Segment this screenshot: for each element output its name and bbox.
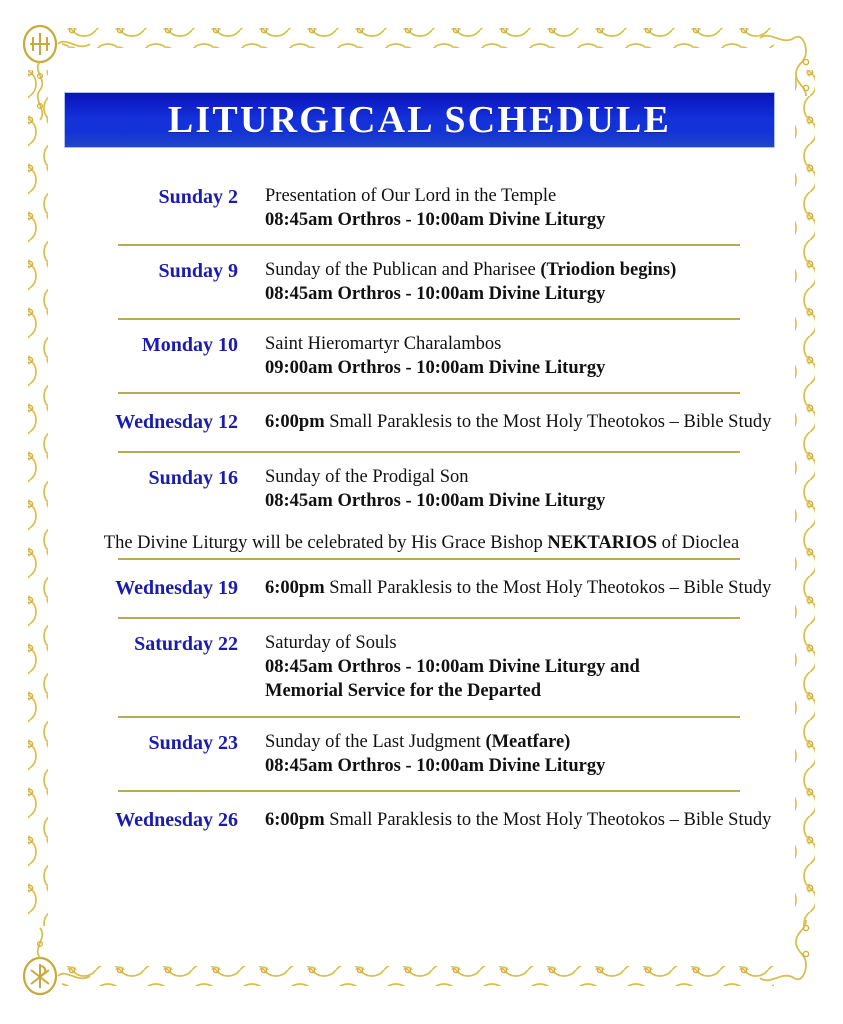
entry-time: 6:00pm — [265, 578, 325, 599]
entry-body — [0, 718, 843, 790]
entry-body — [0, 172, 843, 244]
entry-line — [265, 730, 843, 754]
entry-line — [265, 258, 843, 282]
entry-body — [0, 320, 843, 392]
entry-description — [238, 410, 843, 434]
corner-scroll-bottom-right-icon — [760, 920, 809, 980]
entry-description — [238, 730, 843, 778]
entry-description — [238, 332, 843, 380]
entry-line: 08:45am Orthros - 10:00am Divine Liturgy — [265, 284, 606, 305]
entry-date: Sunday 2 — [158, 186, 238, 208]
entry-note — [0, 525, 843, 558]
entry-line-text: Sunday of the Publican and Pharisee — [265, 260, 541, 281]
entry-date: Wednesday 26 — [115, 808, 238, 831]
entry-description — [238, 184, 843, 232]
entry-date: Wednesday 19 — [115, 577, 238, 600]
entry-line-emphasis: (Triodion begins) — [540, 260, 677, 281]
entry-line: 08:45am Orthros - 10:00am Divine Liturgy — [265, 491, 606, 512]
entry-line-text: Small Paraklesis to the Most Holy Theotokos – Bible Study — [324, 809, 772, 830]
schedule-entry — [0, 617, 843, 715]
schedule-list — [0, 172, 843, 849]
schedule-entry — [0, 318, 843, 392]
entry-line: Saturday of Souls — [265, 633, 397, 654]
schedule-entry — [0, 790, 843, 849]
entry-description — [238, 576, 843, 600]
entry-date: Saturday 22 — [134, 633, 238, 656]
entry-line-text: Small Paraklesis to the Most Holy Theotokos – Bible Study — [324, 578, 772, 599]
entry-line: Sunday of the Prodigal Son — [265, 467, 469, 488]
entry-line — [265, 576, 843, 600]
entry-body — [0, 560, 843, 617]
entry-note-name: NEKTARIOS — [547, 533, 657, 554]
entry-description — [238, 808, 843, 832]
chi-rho-medallion-icon — [24, 928, 90, 994]
corner-scroll-top-right-icon — [760, 36, 809, 96]
page-title: LITURGICAL SCHEDULE — [167, 99, 672, 141]
schedule-entry — [0, 451, 843, 558]
entry-time: 6:00pm — [265, 809, 325, 830]
entry-description — [238, 631, 843, 703]
entry-time: 6:00pm — [265, 412, 325, 433]
schedule-entry — [0, 392, 843, 451]
entry-body — [0, 792, 843, 849]
schedule-entry — [0, 244, 843, 318]
entry-line: 08:45am Orthros - 10:00am Divine Liturgy — [265, 755, 606, 776]
entry-line: 08:45am Orthros - 10:00am Divine Liturgy — [265, 210, 606, 231]
entry-line — [265, 410, 843, 434]
entry-note-post: of Dioclea — [657, 533, 740, 554]
entry-date: Wednesday 12 — [115, 411, 238, 434]
entry-date: Sunday 23 — [148, 731, 238, 754]
entry-line: Presentation of Our Lord in the Temple — [265, 186, 557, 206]
entry-body — [0, 453, 843, 525]
entry-line-text: Small Paraklesis to the Most Holy Theotokos – Bible Study — [324, 412, 772, 433]
entry-line: Memorial Service for the Departed — [265, 681, 542, 702]
entry-note-pre: The Divine Liturgy will be celebrated by His Grace Bishop — [103, 533, 548, 554]
entry-date: Sunday 9 — [158, 260, 238, 283]
entry-date: Monday 10 — [141, 334, 238, 357]
schedule-entry — [0, 558, 843, 617]
page-title-banner — [64, 92, 775, 148]
entry-body — [0, 246, 843, 318]
entry-body — [0, 394, 843, 451]
entry-body — [0, 619, 843, 715]
schedule-entry — [0, 172, 843, 244]
entry-date: Sunday 16 — [148, 467, 238, 490]
entry-line — [265, 808, 843, 832]
entry-line: 08:45am Orthros - 10:00am Divine Liturgy and — [265, 657, 640, 678]
entry-line: 09:00am Orthros - 10:00am Divine Liturgy — [265, 358, 606, 379]
entry-line-text: Sunday of the Last Judgment — [265, 731, 486, 752]
schedule-entry — [0, 716, 843, 790]
entry-description — [238, 258, 843, 306]
entry-description — [238, 465, 843, 513]
entry-line-emphasis: (Meatfare) — [485, 731, 571, 752]
entry-line: Saint Hieromartyr Charalambos — [265, 334, 502, 355]
